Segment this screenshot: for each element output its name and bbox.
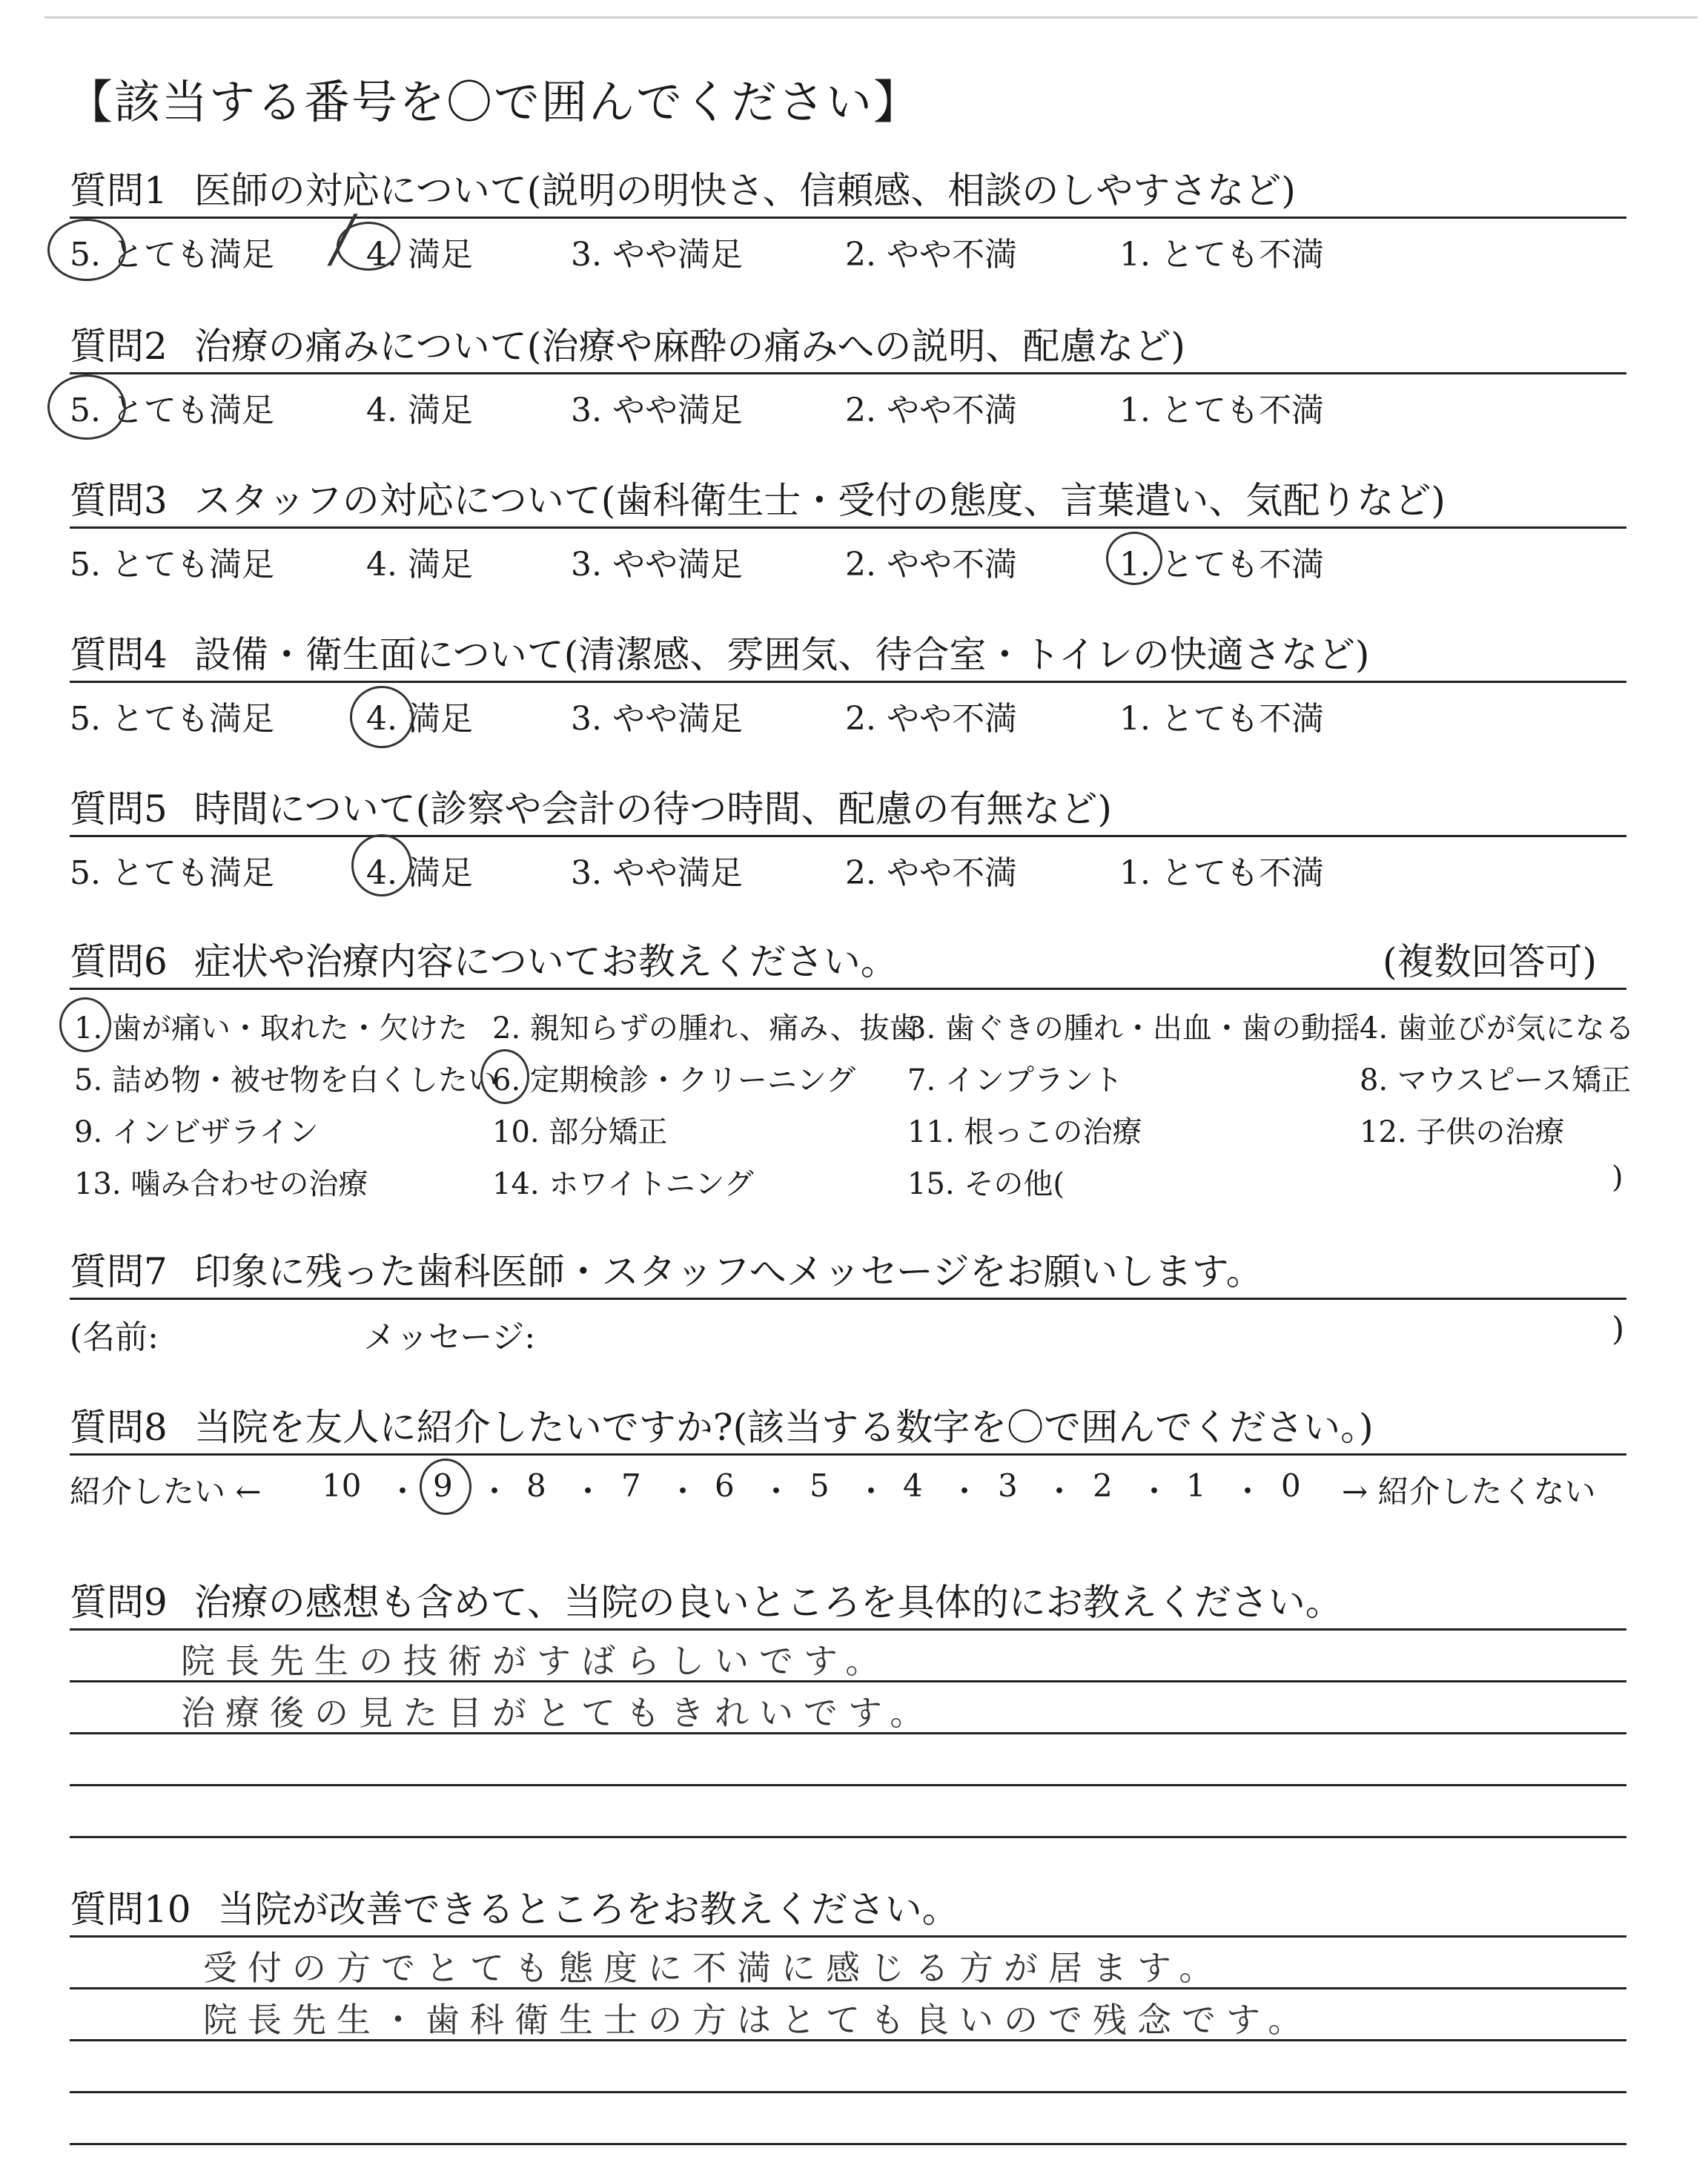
question-5: [70, 783, 1626, 896]
question-number: 質問9: [70, 1581, 168, 1624]
scale-value[interactable]: 9: [433, 1467, 453, 1504]
question-10: [70, 1883, 1626, 2158]
multiple-answer-note: (複数回答可): [1382, 940, 1597, 983]
question-text: 治療の痛みについて(治療や麻酔の痛みへの説明、配慮など): [193, 325, 1185, 368]
scale-dot: ・: [1232, 1473, 1264, 1510]
answer-lines[interactable]: [70, 1628, 1626, 1873]
handwritten-answer: 院長先生の技術がすばらしいです。: [181, 1641, 890, 1681]
rule: [70, 1784, 1626, 1786]
scale-value[interactable]: 10: [322, 1467, 362, 1504]
question-text: 医師の対応について(説明の明快さ、信頼感、相談のしやすさなど): [193, 169, 1296, 212]
symptom-option[interactable]: 13. 噛み合わせの治療: [74, 1167, 368, 1201]
option-1[interactable]: 1. とても不満: [1119, 546, 1324, 584]
scale-value[interactable]: 6: [715, 1467, 735, 1504]
option-5[interactable]: 5. とても満足: [70, 700, 274, 738]
option-5[interactable]: 5. とても満足: [70, 236, 274, 274]
scale-dot: ・: [572, 1473, 604, 1510]
option-3[interactable]: 3. やや満足: [571, 392, 743, 429]
rule: [70, 1935, 1626, 1938]
symptom-option[interactable]: 10. 部分矯正: [492, 1115, 668, 1149]
question-7: [70, 1246, 1626, 1356]
question-text: 治療の感想も含めて、当院の良いところを具体的にお教えください。: [193, 1581, 1343, 1624]
symptom-option-other[interactable]: 15. その他(: [907, 1167, 1065, 1201]
symptom-option[interactable]: 8. マウスピース矯正: [1360, 1063, 1632, 1097]
scale-value[interactable]: 0: [1281, 1467, 1301, 1504]
question-text: 当院を友人に紹介したいですか?(該当する数字を〇で囲んでください。): [193, 1406, 1374, 1449]
option-2[interactable]: 2. やや不満: [845, 392, 1017, 429]
scale-value[interactable]: 2: [1093, 1467, 1113, 1504]
option-1[interactable]: 1. とても不満: [1119, 854, 1324, 892]
scale-dot: ・: [761, 1473, 792, 1510]
option-2[interactable]: 2. やや不満: [845, 854, 1017, 892]
question-text: 印象に残った歯科医師・スタッフへメッセージをお願いします。: [193, 1250, 1263, 1293]
symptom-option[interactable]: 7. インプラント: [907, 1063, 1123, 1097]
option-5[interactable]: 5. とても満足: [70, 546, 274, 584]
selection-circle: [420, 1459, 471, 1515]
scale-dot: ・: [949, 1473, 981, 1510]
symptom-option[interactable]: 3. 歯ぐきの腫れ・出血・歯の動揺: [907, 1011, 1360, 1046]
scale-value[interactable]: 5: [810, 1467, 830, 1504]
option-1[interactable]: 1. とても不満: [1119, 700, 1324, 738]
symptom-option[interactable]: 12. 子供の治療: [1360, 1115, 1565, 1149]
symptom-option[interactable]: 5. 詰め物・被せ物を白くしたい: [74, 1063, 497, 1097]
scale-dot: ・: [1139, 1473, 1171, 1510]
scale-value[interactable]: 1: [1186, 1467, 1206, 1504]
selection-circle: [480, 1049, 529, 1104]
option-4[interactable]: 4. 満足: [366, 700, 473, 738]
question-4: [70, 629, 1626, 742]
scale-dot: ・: [1044, 1473, 1076, 1510]
question-number: 質問1: [70, 169, 168, 212]
rule: [70, 1836, 1626, 1838]
selection-circle: [350, 686, 414, 748]
handwritten-answer: 治療後の見た目がとてもきれいです。: [181, 1693, 935, 1733]
selection-circle: [351, 834, 412, 896]
question-text: 当院が改善できるところをお教えください。: [217, 1888, 959, 1931]
question-2: [70, 320, 1626, 434]
question-number: 質問3: [70, 479, 168, 522]
rule: [70, 1628, 1626, 1631]
option-4[interactable]: 4. 満足: [366, 236, 473, 274]
symptom-option[interactable]: 11. 根っこの治療: [907, 1115, 1142, 1149]
question-text: 時間について(診察や会計の待つ時間、配慮の有無など): [193, 787, 1112, 830]
scale-value[interactable]: 8: [526, 1467, 546, 1504]
question-3: [70, 475, 1626, 588]
option-2[interactable]: 2. やや不満: [845, 236, 1017, 274]
symptom-option[interactable]: 1. 歯が痛い・取れた・欠けた: [74, 1011, 468, 1046]
name-field-label[interactable]: (名前:: [70, 1318, 159, 1356]
scale-value[interactable]: 3: [998, 1467, 1018, 1504]
selection-circle: [47, 219, 126, 281]
option-3[interactable]: 3. やや満足: [571, 236, 743, 274]
handwritten-answer: 受付の方でとても態度に不満に感じる方が居ます。: [203, 1948, 1224, 1988]
question-text: スタッフの対応について(歯科衛生士・受付の態度、言葉遣い、気配りなど): [193, 479, 1446, 522]
strike-mark-icon: ╱: [329, 214, 357, 266]
symptom-option[interactable]: 14. ホワイトニング: [492, 1167, 754, 1201]
scale-right-label: → 紹介したくない: [1342, 1473, 1596, 1510]
question-6: [70, 936, 1635, 1205]
question-8: [70, 1401, 1626, 1515]
option-4[interactable]: 4. 満足: [366, 854, 473, 892]
option-3[interactable]: 3. やや満足: [571, 546, 743, 584]
question-9: [70, 1576, 1626, 1873]
question-number: 質問8: [70, 1406, 168, 1449]
option-4[interactable]: 4. 満足: [366, 392, 473, 429]
option-5[interactable]: 5. とても満足: [70, 854, 274, 892]
option-1[interactable]: 1. とても不満: [1119, 236, 1324, 274]
question-1: [70, 165, 1626, 278]
handwritten-answer: 院長先生・歯科衛生士の方はとても良いので残念です。: [203, 2000, 1313, 2040]
page-title: 【該当する番号を〇で囲んでください】: [67, 75, 921, 129]
question-number: 質問7: [70, 1250, 168, 1293]
scale-dot: ・: [387, 1473, 419, 1510]
symptom-option[interactable]: 2. 親知らずの腫れ、痛み、抜歯: [492, 1011, 919, 1046]
close-paren: ): [1612, 1310, 1625, 1348]
question-text: 設備・衛生面について(清潔感、雰囲気、待合室・トイレの快適さなど): [193, 633, 1370, 676]
scale-dot: ・: [855, 1473, 887, 1510]
question-number: 質問10: [70, 1888, 191, 1931]
answer-lines[interactable]: [70, 1935, 1626, 2158]
other-close-paren: ): [1612, 1160, 1623, 1195]
symptom-option[interactable]: 4. 歯並びが気になる: [1360, 1011, 1635, 1046]
question-text: 症状や治療内容についてお教えください。: [193, 940, 898, 983]
option-2[interactable]: 2. やや不満: [845, 546, 1017, 584]
question-number: 質問5: [70, 787, 168, 830]
option-1[interactable]: 1. とても不満: [1119, 392, 1324, 429]
scale-left-label: 紹介したい ←: [70, 1473, 262, 1510]
rule: [70, 2091, 1626, 2093]
symptom-option[interactable]: 6. 定期検診・クリーニング: [492, 1063, 856, 1097]
option-5[interactable]: 5. とても満足: [70, 392, 274, 429]
scale-dot: ・: [479, 1473, 511, 1510]
option-3[interactable]: 3. やや満足: [571, 854, 743, 892]
rule: [70, 2143, 1626, 2145]
option-4[interactable]: 4. 満足: [366, 546, 473, 584]
scale-dot: ・: [667, 1473, 699, 1510]
top-border: [44, 16, 1698, 19]
symptom-option[interactable]: 9. インビザライン: [74, 1115, 319, 1149]
scale-value[interactable]: 7: [621, 1467, 641, 1504]
question-number: 質問4: [70, 633, 168, 676]
message-field-label[interactable]: メッセージ:: [363, 1318, 536, 1356]
recommend-scale: [70, 1456, 1626, 1515]
selection-circle: [59, 997, 111, 1052]
question-number: 質問6: [70, 940, 168, 983]
scale-value[interactable]: 4: [903, 1467, 923, 1504]
selection-circle: [1106, 532, 1162, 585]
selection-circle: [47, 374, 126, 440]
question-number: 質問2: [70, 325, 168, 368]
option-2[interactable]: 2. やや不満: [845, 700, 1017, 738]
option-3[interactable]: 3. やや満足: [571, 700, 743, 738]
